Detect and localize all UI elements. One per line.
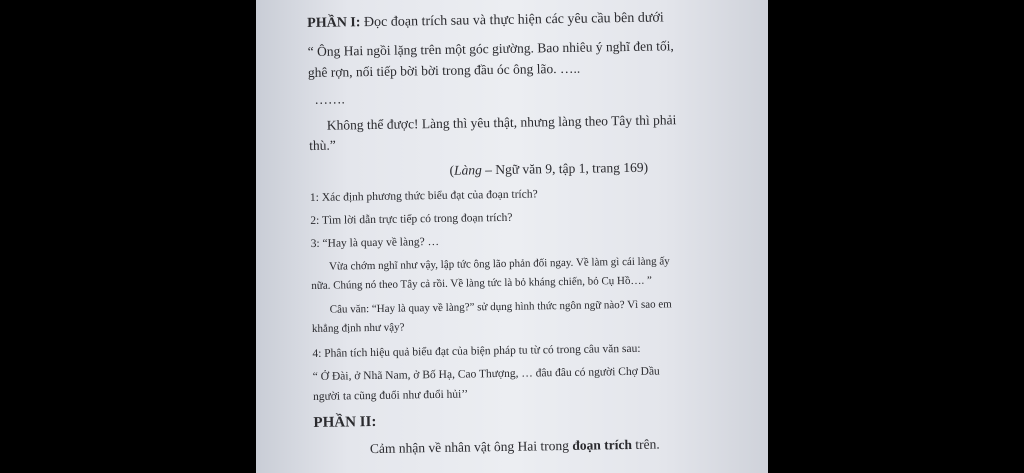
part1-instruction: Đọc đoạn trích sau và thực hiện các yêu cầu bên dưới [363, 10, 664, 31]
passage-source: (Làng – Ngữ văn 9, tập 1, trang 169) [449, 159, 649, 178]
part2-task-bold: đoạn trích [572, 436, 633, 453]
question-3: 3: “Hay là quay về làng? … [310, 235, 440, 250]
question-4: 4: Phân tích hiệu quả biểu đạt của biện pháp tu từ có trong câu văn sau: [312, 342, 641, 360]
question-3-quote-line-2: nữa. Chúng nó theo Tây cả rồi. Về làng tức là bỏ kháng chiến, bỏ Cụ Hồ…. ” [311, 274, 652, 292]
part1-label: PHẦN I: [307, 15, 361, 31]
part2-task-prefix: Cảm nhận về nhân vật ông Hai trong [369, 437, 573, 457]
part2-task-suffix: trên. [631, 436, 660, 452]
source-title: Làng [453, 162, 482, 178]
source-rest: – Ngữ văn 9, tập 1, trang 169) [481, 159, 649, 178]
question-1: 1: Xác định phương thức biểu đạt của đoạn trích? [309, 188, 538, 204]
question-4-quote-line-2: người ta cũng đuổi như đuổi hủi’’ [312, 388, 469, 403]
question-3-quote-line-1: Vừa chớm nghĩ như vậy, lập tức ông lão phản đối ngay. Về làm gì cái làng ấy [328, 255, 670, 273]
passage-line-4: thù.” [309, 137, 336, 153]
passage-line-1: “ Ông Hai ngồi lặng trên một góc giường. Bao nhiêu ý nghĩ đen tối, [307, 38, 674, 59]
passage-ellipsis: ……. [314, 91, 345, 107]
passage-line-2: ghê rợn, nối tiếp bời bời trong đầu óc ông lão. ….. [307, 60, 581, 80]
question-3-ask-line-2: khẳng định như vậy? [311, 321, 405, 335]
part2-heading: PHẦN II: [313, 413, 377, 431]
question-4-quote-line-1: “ Ở Đài, ở Nhã Nam, ở Bố Hạ, Cao Thượng, … đâu đâu có người Chợ Dầu [312, 365, 660, 383]
passage-line-3: Không thể được! Làng thì yêu thật, nhưng làng theo Tây thì phải [326, 112, 677, 133]
question-2: 2: Tìm lời dẫn trực tiếp có trong đoạn trích? [310, 211, 513, 227]
question-3-ask-line-1: Câu văn: “Hay là quay về làng?” sử dụng hình thức ngôn ngữ nào? Vì sao em [329, 298, 672, 316]
